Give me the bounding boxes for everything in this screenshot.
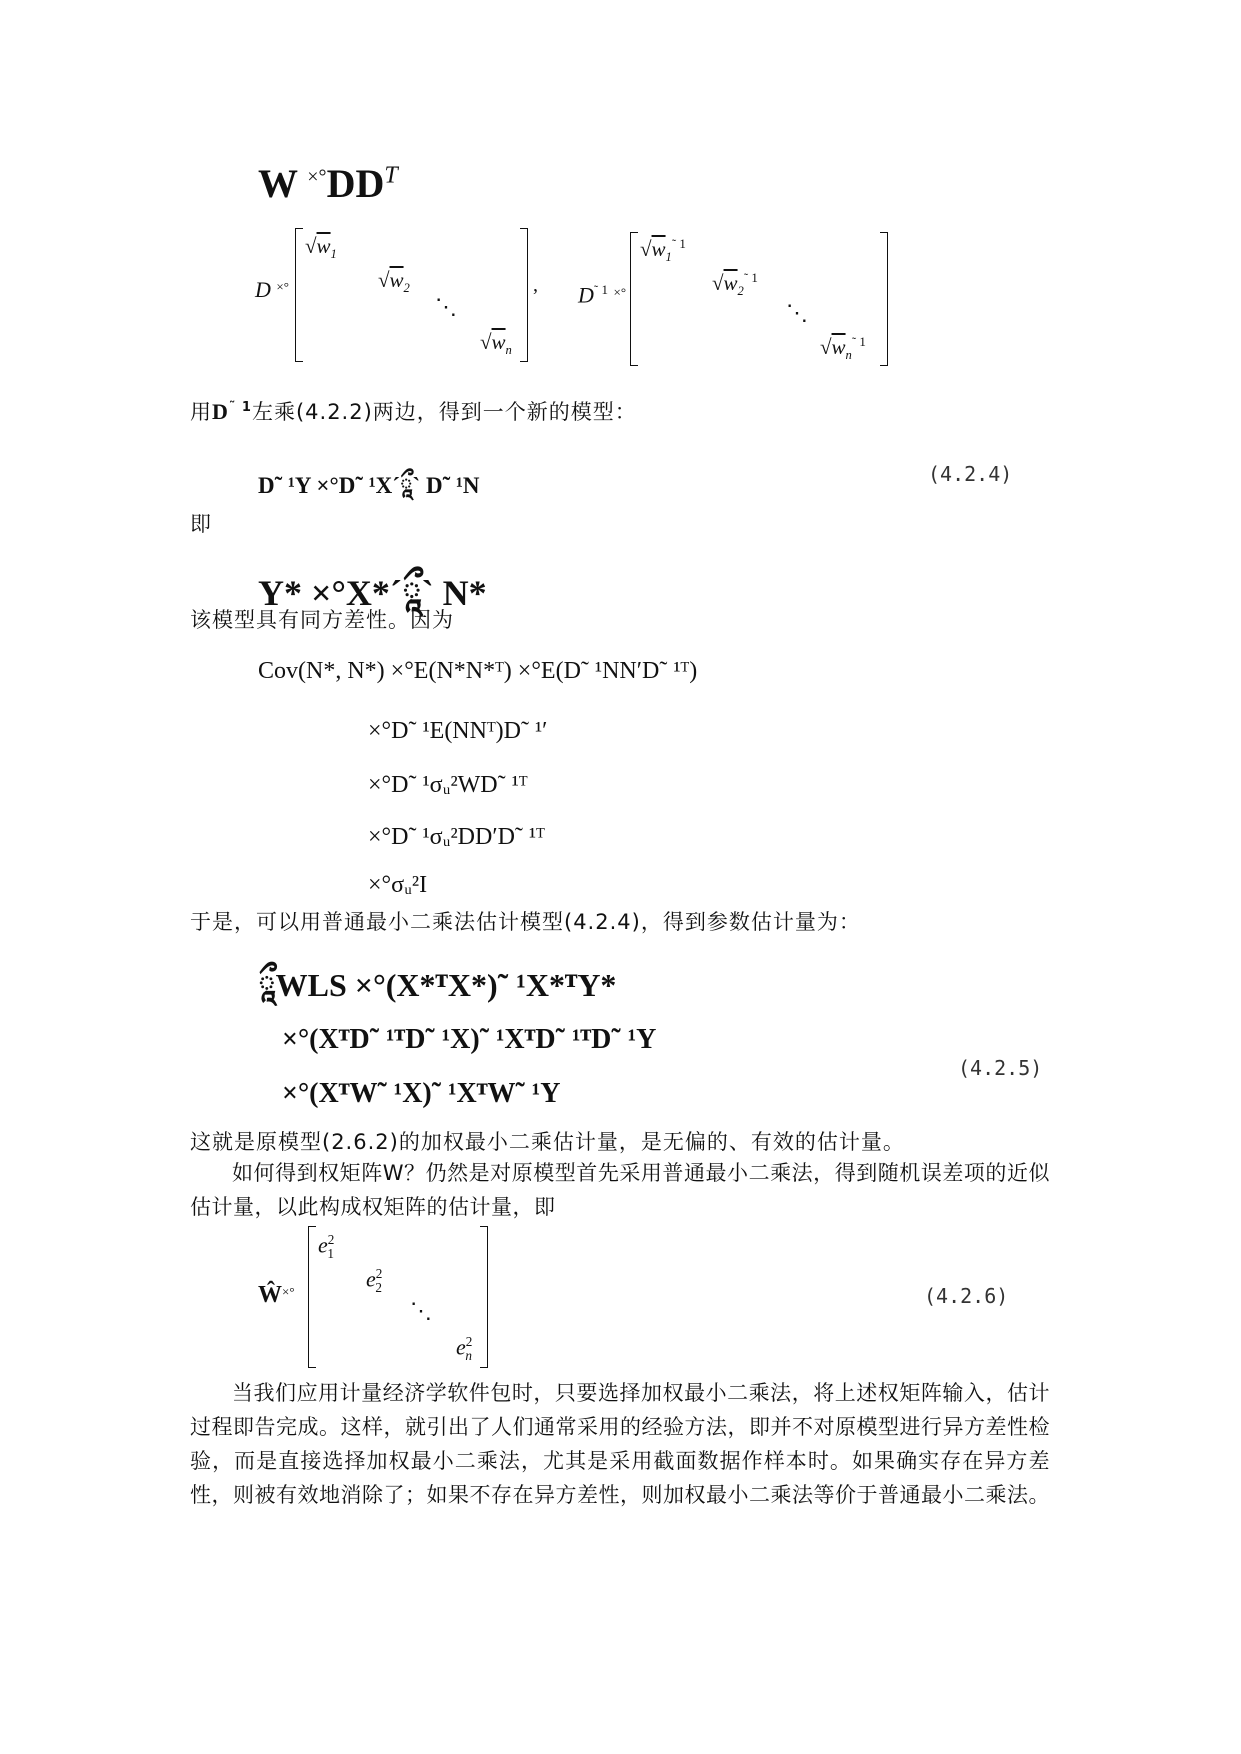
d-matrix-lhs: D ×° <box>255 277 289 302</box>
eq-w-lhs: W <box>258 161 298 206</box>
cov-line-1: Cov(N*, N*) ×°E(N*N*ᵀ) ×°E(D˜ ¹NN′D˜ ¹ᵀ) <box>258 658 698 684</box>
equation-number-4-2-4: (4.2.4) <box>928 462 1013 486</box>
cov-line-5: ×°σᵤ²I <box>368 872 428 898</box>
cov-line-2: ×°D˜ ¹E(NNᵀ)D˜ ¹′ <box>368 718 548 744</box>
paragraph-weight-matrix: 如何得到权矩阵W？仍然是对原模型首先采用普通最小二乘法，得到随机误差项的近似估计量，以此构成权矩阵的估计量，即 <box>190 1161 1050 1219</box>
dinv-matrix-lhs: $D^{˜ 1}$ ×° <box>578 282 627 308</box>
dinv-matrix-entry-n: $√w_n^{˜ 1}$ <box>820 334 866 363</box>
cov-line-3: ×°D˜ ¹σᵤ²WD˜ ¹ᵀ <box>368 772 528 798</box>
d-matrix-entry-1: $√w_1$ <box>305 234 337 262</box>
dinv-matrix-entry-2: $√w_2^{˜ 1}$ <box>712 270 758 299</box>
d-matrix-dots: ⋱ <box>435 294 457 319</box>
text-left-multiply: 用$D^{˜ 1}$左乘(4.2.2)两边，得到一个新的模型： <box>190 399 637 424</box>
d-matrix-comma: , <box>533 274 538 296</box>
d-matrix-left-bracket <box>295 228 303 362</box>
w-hat-entry-1: $e^2_1$ <box>318 1232 335 1261</box>
w-hat-entry-n: $e^2_n$ <box>456 1334 473 1363</box>
w-hat-right-bracket <box>480 1226 488 1368</box>
paragraph-final: 当我们应用计量经济学软件包时，只要选择加权最小二乘法，将上述权矩阵输入，估计过程即告完成。这样，就引出了人们通常采用的经验方法，即并不对原模型进行异方差性检验，而是直接选择加权最小二乘法，尤其是采用截面数据作样本时。如果确实存在异方差性，则被有效地消除了；如果不存在异方差性，则加权最小二乘法等价于普通最小二乘法。 <box>190 1381 1050 1507</box>
d-matrix-entry-2: $√w_2$ <box>378 268 410 296</box>
text-wls-estimator: 这就是原模型(2.6.2)的加权最小二乘估计量，是无偏的、有效的估计量。 <box>190 1130 905 1154</box>
w-hat-left-bracket <box>308 1226 316 1368</box>
text-ols-estimate: 于是，可以用普通最小二乘法估计模型(4.2.4)，得到参数估计量为： <box>190 910 861 934</box>
w-hat-dots: ⋱ <box>410 1298 432 1323</box>
d-matrix-entry-n: $√w_n$ <box>480 330 512 358</box>
eq-w-op: ×° <box>307 166 327 188</box>
eq-4-2-5-line-3: ×°(XᵀW˜ ¹X)˜ ¹XᵀW˜ ¹Y <box>282 1078 561 1109</box>
equation-w-dd <box>258 160 398 207</box>
equation-number-4-2-5: (4.2.5) <box>958 1056 1043 1080</box>
w-hat-lhs: Ŵ×° <box>258 1282 295 1308</box>
dinv-matrix-dots: ⋱ <box>786 300 808 325</box>
eq-w-rhs: DD <box>326 161 385 206</box>
equation-4-2-4: D˜ ¹Y ×°D˜ ¹X´ཱྀ` D˜ ¹N <box>258 473 480 498</box>
text-homoskedastic: 该模型具有同方差性。因为 <box>190 608 454 632</box>
cov-line-4: ×°D˜ ¹σᵤ²DD′D˜ ¹ᵀ <box>368 824 545 850</box>
eq-w-sup: T <box>384 162 398 189</box>
eq-4-2-5-line-1: ཱྀWLS ×°(X*ᵀX*)˜ ¹X*ᵀY* <box>258 967 617 1003</box>
d-matrix-right-bracket <box>520 228 528 362</box>
dinv-matrix-right-bracket <box>880 232 888 366</box>
eq-4-2-5-line-2: ×°(XᵀD˜ ¹ᵀD˜ ¹X)˜ ¹XᵀD˜ ¹ᵀD˜ ¹Y <box>282 1024 657 1055</box>
dinv-matrix-entry-1: $√w_1^{˜ 1}$ <box>640 236 686 265</box>
equation-star-model: Y* ×°X*´ཱྀ` N* <box>258 573 487 613</box>
text-ji: 即 <box>190 512 212 536</box>
equation-number-4-2-6: (4.2.6) <box>924 1284 1009 1308</box>
dinv-matrix-left-bracket <box>630 232 638 366</box>
w-hat-entry-2: $e^2_2$ <box>366 1266 383 1295</box>
